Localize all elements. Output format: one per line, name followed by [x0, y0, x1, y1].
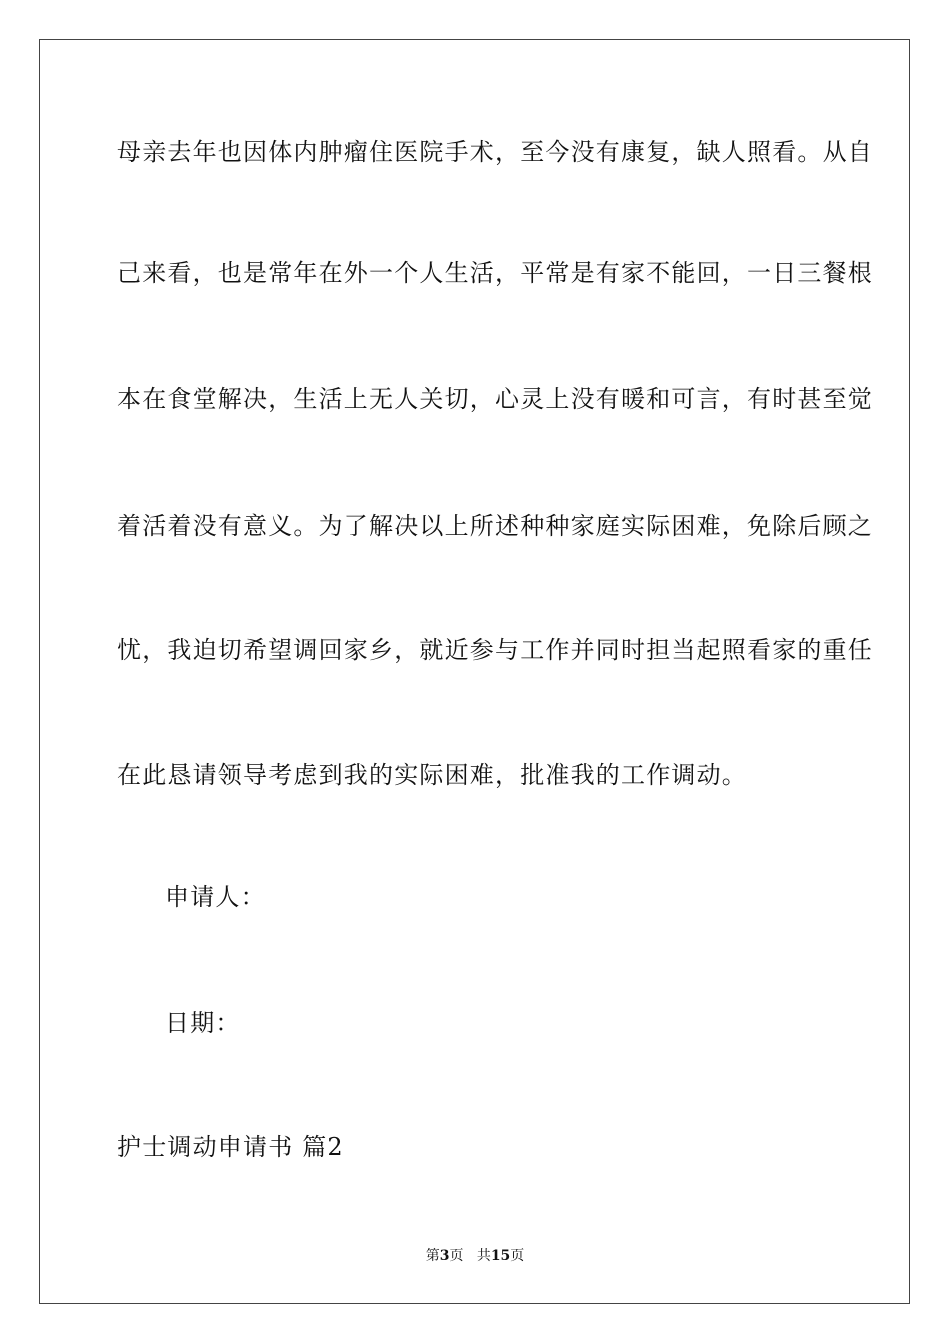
footer-total-suffix: 页: [510, 1248, 525, 1264]
applicant-label: 申请人：: [165, 883, 266, 911]
date-label: 日期：: [165, 1009, 241, 1037]
footer-page-suffix: 页: [449, 1248, 464, 1264]
body-line-6: 在此恳请领导考虑到我的实际困难，批准我的工作调动。: [117, 761, 747, 789]
page-footer: [0, 1247, 950, 1265]
body-line-1: 母亲去年也因体内肿瘤住医院手术，至今没有康复，缺人照看。从自: [117, 138, 873, 166]
body-line-5: 忧，我迫切希望调回家乡，就近参与工作并同时担当起照看家的重任: [117, 636, 873, 664]
body-line-2: 己来看，也是常年在外一个人生活，平常是有家不能回，一日三餐根: [117, 259, 873, 287]
footer-total-pages: 15: [490, 1248, 511, 1264]
footer-page-prefix: 第: [425, 1248, 440, 1264]
body-line-4: 着活着没有意义。为了解决以上所述种种家庭实际困难，免除后顾之: [117, 512, 873, 540]
body-line-3: 本在食堂解决，生活上无人关切，心灵上没有暖和可言，有时甚至觉: [117, 385, 873, 413]
footer-page-number: 3: [439, 1248, 450, 1264]
section-title: 护士调动申请书 篇2: [117, 1133, 344, 1161]
page-border: [39, 39, 910, 1304]
footer-total-prefix: 共: [476, 1248, 491, 1264]
